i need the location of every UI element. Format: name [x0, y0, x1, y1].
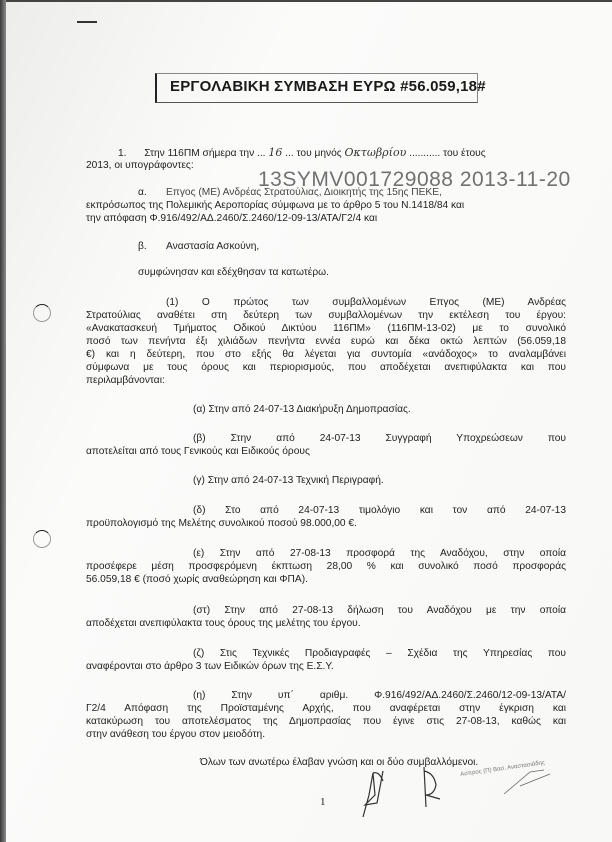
- para1-text-a: Στην 116ΠΜ σήμερα την ...: [144, 148, 266, 159]
- party-a-line1: Επγος (ΜΕ) Ανδρέας Στρατούλιας, Διοικητής της 15ης ΠΕΚΕ,: [166, 187, 442, 198]
- scan-top-edge: [0, 0, 612, 2]
- item-b-line2: αποτελείται από τους Γενικούς και Ειδικούς όρους: [86, 446, 310, 457]
- stamp-signature-icon: [500, 768, 555, 798]
- item-e-line3: 56.059,18 € (ποσό χωρίς αναθεώρηση και ΦΠΑ).: [86, 574, 308, 585]
- item-h-line3: κατακύρωση του αποτελέσματος της Δημοπρασίας που έγινε στις 27-08-13, καθώς και: [86, 716, 566, 727]
- clause1-line: Στρατούλιας αναθέτει στη δεύτερη των συμβαλλομένων την εκτέλεση του έργου:: [86, 310, 566, 321]
- agreement-line: συμφώνησαν και εδέχθησαν τα κατωτέρω.: [138, 267, 329, 278]
- party-a-marker: α.: [138, 187, 147, 198]
- item-f-line2: αποδέχεται ανεπιφύλακτα τους όρους της μελέτης του έργου.: [86, 618, 361, 629]
- item-b-line1: (β) Στην από 24-07-13 Συγγραφή Υποχρεώσεων που: [193, 433, 566, 444]
- page-number: 1: [320, 796, 326, 808]
- item-e-line2: προσέφερε μέση προσφερόμενη έκπτωση 28,00 % και συνολικό ποσό προσφοράς: [86, 561, 566, 572]
- punch-hole-icon: [33, 304, 51, 322]
- item-h-line2: Γ2/4 Απόφαση της Προϊσταμένης Αρχής, που αναφέρεται στην έγκριση και: [86, 703, 566, 714]
- clause1-line: «Ανακατασκευή Τμήματος Οδικού Δικτύου 116ΠΜ» (116ΠΜ-13-02) με το συνολικό: [86, 323, 566, 334]
- handwritten-month: Οκτωβρίου: [344, 146, 407, 159]
- para1-text-b: ... του μηνός: [285, 148, 342, 159]
- item-f-line1: (στ) Στην από 27-08-13 δήλωση του Αναδόχου με την οποία: [193, 605, 566, 616]
- clause1-line: €) και η δεύτερη, που στο εξής θα λέγεται για συντομία «ανάδοχος» το αναλαμβάνει: [86, 349, 566, 360]
- para1-line2: 2013, οι υπογράφοντες:: [86, 160, 194, 171]
- item-a: (α) Στην από 24-07-13 Διακήρυξη Δημοπρασίας.: [193, 404, 411, 415]
- para1-number: 1.: [118, 148, 127, 159]
- para1-text-c: ........... του έτους: [409, 148, 486, 159]
- party-b-name: Αναστασία Ασκούνη,: [166, 241, 260, 252]
- document-title: ΕΡΓΟΛΑΒΙΚΗ ΣΥΜΒΑΣΗ ΕΥΡΩ #56.059,18#: [170, 78, 486, 95]
- party-a-line2: εκπρόσωπος της Πολεμικής Αεροπορίας σύμφωνα με το άρθρο 5 του Ν.1418/84 και: [86, 200, 465, 211]
- closing-line: Όλων των ανωτέρω έλαβαν γνώση και οι δύο συμβαλλόμενοι.: [200, 757, 479, 768]
- item-d-line2: προϋπολογισμό της Μελέτης συνολικού ποσού 98.000,00 €.: [86, 518, 357, 529]
- clause1-line: (1) Ο πρώτος των συμβαλλομένων Επγος (ΜΕ) Ανδρέας: [166, 297, 566, 308]
- scan-left-edge: [0, 0, 6, 842]
- party-b-marker: β.: [138, 241, 147, 252]
- item-d-line1: (δ) Στο από 24-07-13 τιμολόγιο και τον από 24-07-13: [193, 505, 566, 516]
- clause1-line: περιλαμβάνονται:: [86, 375, 165, 386]
- item-g-line1: (ζ) Στις Τεχνικές Προδιαγραφές – Σχέδια της Υπηρεσίας που: [193, 648, 566, 659]
- clause1-line: σύμφωνα με τους όρους και περιορισμούς, που αποδέχεται ανεπιφύλακτα και που: [86, 362, 566, 373]
- scan-mark: [77, 21, 97, 23]
- handwritten-day: 16: [268, 146, 283, 159]
- clause1-line: ποσό των πενήντα έξι χιλιάδων πενήντα εννέα ευρώ και δέκα οκτώ λεπτών (56.059,18: [86, 336, 566, 347]
- signature-contractor-icon: [355, 765, 395, 820]
- official-stamp: Ασπρος (Π) Βασ. Αναστασιάδης: [459, 760, 546, 778]
- item-h-line1: (η) Στην υπ΄ αριθμ. Φ.916/492/ΑΔ.2460/Σ.2460/12-09-13/ΑΤΑ/: [193, 690, 566, 701]
- registration-watermark: 13SYMV001729088 2013-11-20: [258, 168, 571, 191]
- item-e-line1: (ε) Στην από 27-08-13 προσφορά της Αναδόχου, στην οποία: [193, 548, 566, 559]
- item-c: (γ) Στην από 24-07-13 Τεχνική Περιγραφή.: [193, 475, 384, 486]
- signature-authority-icon: [420, 765, 460, 810]
- punch-hole-icon: [33, 530, 51, 548]
- item-g-line2: αναφέρονται στο άρθρο 3 των Ειδικών όρων της Ε.Σ.Υ.: [86, 661, 334, 672]
- party-a-line3: την απόφαση Φ.916/492/ΑΔ.2460/Σ.2460/12-09-13/ΑΤΑ/Γ2/4 και: [86, 213, 378, 224]
- item-h-line4: στην ανάθεση του έργου στον μειοδότη.: [86, 729, 266, 740]
- para1-line1: [118, 146, 486, 160]
